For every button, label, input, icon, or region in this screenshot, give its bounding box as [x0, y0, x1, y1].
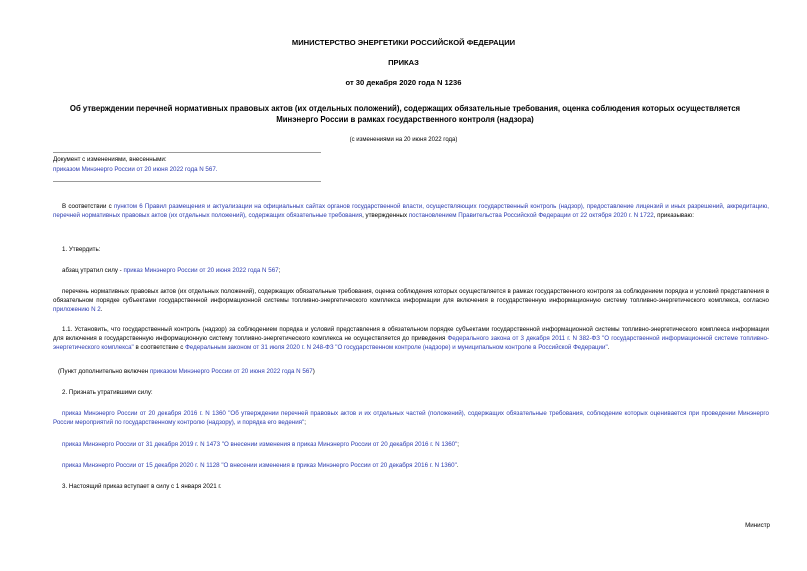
- note-close: ): [312, 368, 315, 375]
- perechen-text: перечень нормативных правовых актов (их отдельных положений), содержащих обязательные требования, оценка соблюдения которых осуществляется в рамках государственного контроля за соблюдением порядка и условий представления в обязательном порядке субъектами государственной информационной системы топливно-энергетического комплекса информации для включения в государственную информационную систему топливно-энергетического комплекса, согласно: [53, 288, 769, 304]
- intro-text-1: В соответствии с: [62, 203, 114, 210]
- law-248fz-link[interactable]: Федеральным законом от 31 июля 2020 г. N 248-ФЗ "О государственном контроле (надзоре) и муниципальном контроле в Российской Федерации": [185, 343, 608, 351]
- changes-box-label: Документ с изменениями, внесенными:: [53, 156, 167, 163]
- lost-item: [53, 462, 769, 471]
- note-order-link[interactable]: приказом Минэнерго России от 20 июня 2022 года N 567: [149, 368, 313, 375]
- perechen-paragraph: [53, 288, 769, 315]
- abzac-paragraph: [53, 267, 769, 276]
- abzac-end: ;: [278, 267, 281, 274]
- amended-note: (с изменениями на 20 июня 2022 года): [349, 137, 458, 143]
- item-1-1-note: [58, 368, 774, 377]
- lost-item: [53, 410, 769, 428]
- item-1-1-mid: в соответствие с: [133, 343, 186, 351]
- abzac-order-link[interactable]: приказ Минэнерго России от 20 июня 2022 года N 567: [123, 267, 279, 274]
- doc-date-heading: от 30 декабря 2020 года N 1236: [345, 78, 462, 87]
- note-open: (Пункт дополнительно включен: [58, 368, 150, 375]
- lost-order-1360-link[interactable]: приказ Минэнерго России от 20 декабря 2016 г. N 1360 "Об утверждении перечней правовых актов и их отдельных частей (положений), содержащих обязательные требования, соблюдение которых оценивается при проведении Минэнерго России мероприятий по государственному контролю (надзору), и порядка его ведения": [53, 410, 769, 426]
- ministry-heading: МИНИСТЕРСТВО ЭНЕРГЕТИКИ РОССИЙСКОЙ ФЕДЕРАЦИИ: [291, 38, 516, 47]
- rules-p6-link[interactable]: пунктом 6 Правил размещения и актуализации на официальных сайтах органов государственной власти, осуществляющих государственный контроль (надзор), предоставление лицензий и иных разрешений, аккредитацию, перечней нормативных правовых актов (их отдельных положений), содержащих обязательные требования: [53, 203, 769, 219]
- abzac-text: абзац утратил силу -: [62, 267, 124, 274]
- intro-paragraph: [53, 203, 769, 221]
- item-3: 3. Настоящий приказ вступает в силу с 1 января 2021 г.: [62, 483, 222, 490]
- item-1: 1. Утвердить:: [62, 246, 101, 253]
- lost-order-1128-link[interactable]: приказ Минэнерго России от 15 декабря 2020 г. N 1128 "О внесении изменения в приказ Минэнерго России от 20 декабря 2016 г. N 1360": [62, 462, 457, 469]
- item-2: 2. Признать утратившими силу:: [62, 389, 153, 396]
- doc-type-heading: ПРИКАЗ: [388, 58, 419, 67]
- law-382fz-link[interactable]: Федерального закона от 3 декабря 2011 г. N 382-ФЗ "О государственной информационной системе топливно-энергетического комплекса": [53, 334, 769, 351]
- perechen-end: .: [100, 305, 103, 313]
- lost-item-end: ;: [457, 441, 460, 448]
- lost-item-end: .: [456, 462, 459, 469]
- lost-item-end: ;: [304, 418, 306, 426]
- document-title: Об утверждении перечней нормативных правовых актов (их отдельных положений), содержащих обязательные требования, оценка соблюдения которых осуществляется Минэнерго России в рамках государственного контроля (надзора): [69, 104, 741, 124]
- changes-top-rule: [53, 152, 321, 153]
- intro-text-3: , приказываю:: [653, 211, 694, 219]
- changes-bottom-rule: [53, 181, 321, 182]
- signature-title: Министр: [745, 522, 770, 529]
- lost-order-1473-link[interactable]: приказ Минэнерго России от 31 декабря 2019 г. N 1473 "О внесении изменения в приказ Минэнерго России от 20 декабря 2016 г. N 1360": [62, 441, 458, 448]
- item-1-1: [53, 326, 769, 353]
- item-1-1-text: 1.1. Установить, что государственный контроль (надзор) за соблюдением порядка и условий представления в обязательном порядке субъектами государственной информационной системы топливно-энергетического комплекса информации для включения в государственную информационную систему топливно-энергетического комплекса не осуществляется до приведения: [53, 326, 769, 342]
- intro-text-2: , утвержденных: [362, 211, 409, 219]
- appendix-2-link[interactable]: приложению N 2: [53, 305, 101, 313]
- lost-item: [53, 441, 769, 450]
- government-decree-link[interactable]: постановлением Правительства Российской Федерации от 22 октября 2020 г. N 1722: [408, 211, 654, 219]
- item-1-1-end: .: [607, 343, 610, 351]
- changes-box-link[interactable]: приказом Минэнерго России от 20 июня 2022 года N 567.: [53, 166, 218, 173]
